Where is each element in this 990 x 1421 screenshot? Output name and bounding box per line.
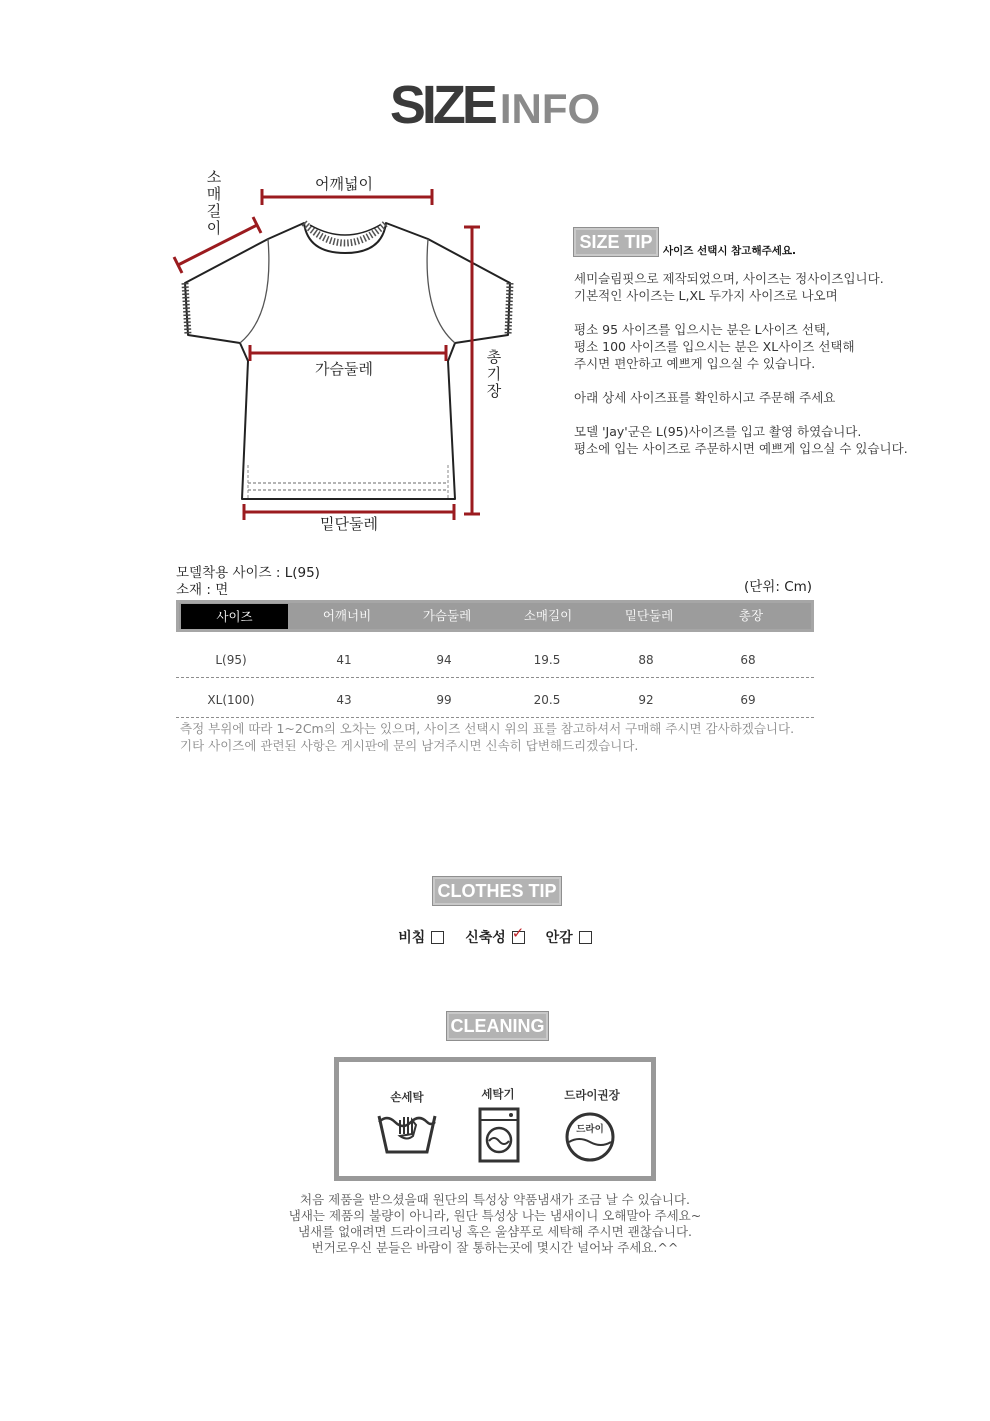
model-size: 모델착용 사이즈 : L(95) xyxy=(176,565,320,581)
hand-wash-icon xyxy=(375,1108,439,1160)
size-diagram xyxy=(160,165,530,545)
table-cell: 20.5 xyxy=(533,693,561,707)
table-cell: 41 xyxy=(336,653,352,667)
size-tip-line: 평소 95 사이즈를 입으시는 분은 L사이즈 선택, xyxy=(574,322,830,337)
table-row xyxy=(176,678,814,718)
property-stretch xyxy=(465,924,525,947)
title-main: SIZE xyxy=(389,75,494,135)
header-cell: 밑단둘레 xyxy=(624,608,674,623)
table-cell: 88 xyxy=(638,653,654,667)
dry-clean-label: 드라이권장 xyxy=(564,1088,620,1102)
size-tip-line: 기본적인 사이즈는 L,XL 두가지 사이즈로 나오며 xyxy=(574,288,838,303)
property-label: 신축성 xyxy=(465,930,506,946)
hem-label: 밑단둘레 xyxy=(320,515,378,533)
size-tip-line: 주시면 편안하고 예쁘게 입으실 수 있습니다. xyxy=(574,356,816,371)
cleaning-icons-box xyxy=(334,1057,656,1181)
property-lining xyxy=(546,927,592,947)
washing-machine-label: 세탁기 xyxy=(481,1087,515,1101)
hand-wash-label: 손세탁 xyxy=(390,1090,424,1104)
washing-machine-icon xyxy=(477,1106,521,1164)
size-tip-line: 모델 'Jay'군은 L(95)사이즈를 입고 촬영 하였습니다. xyxy=(574,424,862,439)
property-label: 비침 xyxy=(398,930,426,946)
dry-clean-icon xyxy=(564,1111,616,1163)
clothes-tip-badge: CLOTHES TIP xyxy=(432,876,562,906)
title-sub: INFO xyxy=(499,85,601,132)
table-cell: 19.5 xyxy=(533,653,561,667)
table-cell: L(95) xyxy=(215,653,247,667)
table-cell: 68 xyxy=(740,653,756,667)
cleaning-badge: CLEANING xyxy=(446,1011,549,1041)
size-tip-line: 아래 상세 사이즈표를 확인하시고 주문해 주세요 xyxy=(574,390,836,405)
checkbox-icon xyxy=(431,931,444,944)
length-label: 총기장 xyxy=(486,348,502,400)
property-label: 안감 xyxy=(545,930,573,946)
cleaning-note: 번거로우신 분들은 바람이 잘 통하는곳에 몇시간 널어놔 주세요.^^ xyxy=(311,1240,679,1255)
table-cell: 69 xyxy=(740,693,756,707)
size-tip-badge: SIZE TIP xyxy=(573,227,659,257)
header-cell: 가슴둘레 xyxy=(422,608,472,623)
chest-label: 가슴둘레 xyxy=(315,360,373,378)
table-row xyxy=(176,638,814,678)
unit-label: (단위: Cm) xyxy=(744,579,813,595)
check-mark-icon: ✓ xyxy=(511,924,525,942)
dry-clean-text: 드라이 xyxy=(576,1124,604,1135)
table-cell: 99 xyxy=(436,693,452,707)
header-cell: 어깨너비 xyxy=(322,608,372,623)
table-note: 기타 사이즈에 관련된 사항은 게시판에 문의 남겨주시면 신속히 답변해드리겠습니다. xyxy=(180,738,639,753)
checkbox-icon xyxy=(579,931,592,944)
table-cell: 94 xyxy=(436,653,452,667)
cleaning-note: 냄새를 없애려면 드라이크리닝 혹은 울샴푸로 세탁해 주시면 괜찮습니다. xyxy=(297,1224,693,1239)
size-tip-line: 평소에 입는 사이즈로 주문하시면 예쁘게 입으실 수 있습니다. xyxy=(574,441,908,456)
size-tip-caption: 사이즈 선택시 참고해주세요. xyxy=(663,245,797,257)
page-title xyxy=(0,75,990,135)
table-note: 측정 부위에 따라 1~2Cm의 오차는 있으며, 사이즈 선택시 위의 표를 참고하셔서 구매해 주시면 감사하겠습니다. xyxy=(180,721,795,736)
fabric-properties xyxy=(0,924,990,947)
shoulder-label: 어깨넓이 xyxy=(315,175,373,193)
header-cell: 소매길이 xyxy=(523,608,573,623)
size-tip-line: 평소 100 사이즈를 입으시는 분은 XL사이즈 선택해 xyxy=(574,339,855,354)
table-header xyxy=(176,600,814,632)
size-table xyxy=(176,600,814,718)
table-cell: 43 xyxy=(336,693,352,707)
property-see-through xyxy=(398,927,444,947)
table-cell: 92 xyxy=(638,693,654,707)
header-cell: 사이즈 xyxy=(181,604,288,629)
cleaning-note: 냄새는 제품의 불량이 아니라, 원단 특성상 나는 냄새이니 오해말아 주세요~ xyxy=(288,1208,702,1223)
material: 소재 : 면 xyxy=(176,582,229,598)
size-tip-line: 세미슬림핏으로 제작되었으며, 사이즈는 정사이즈입니다. xyxy=(574,271,884,286)
sleeve-label: 소매길이 xyxy=(206,168,222,237)
table-cell: XL(100) xyxy=(207,693,255,707)
cleaning-note: 처음 제품을 받으셨을때 원단의 특성상 약품냄새가 조금 날 수 있습니다. xyxy=(300,1192,690,1207)
checkbox-checked-icon xyxy=(511,924,525,944)
header-cell: 총장 xyxy=(738,608,764,623)
